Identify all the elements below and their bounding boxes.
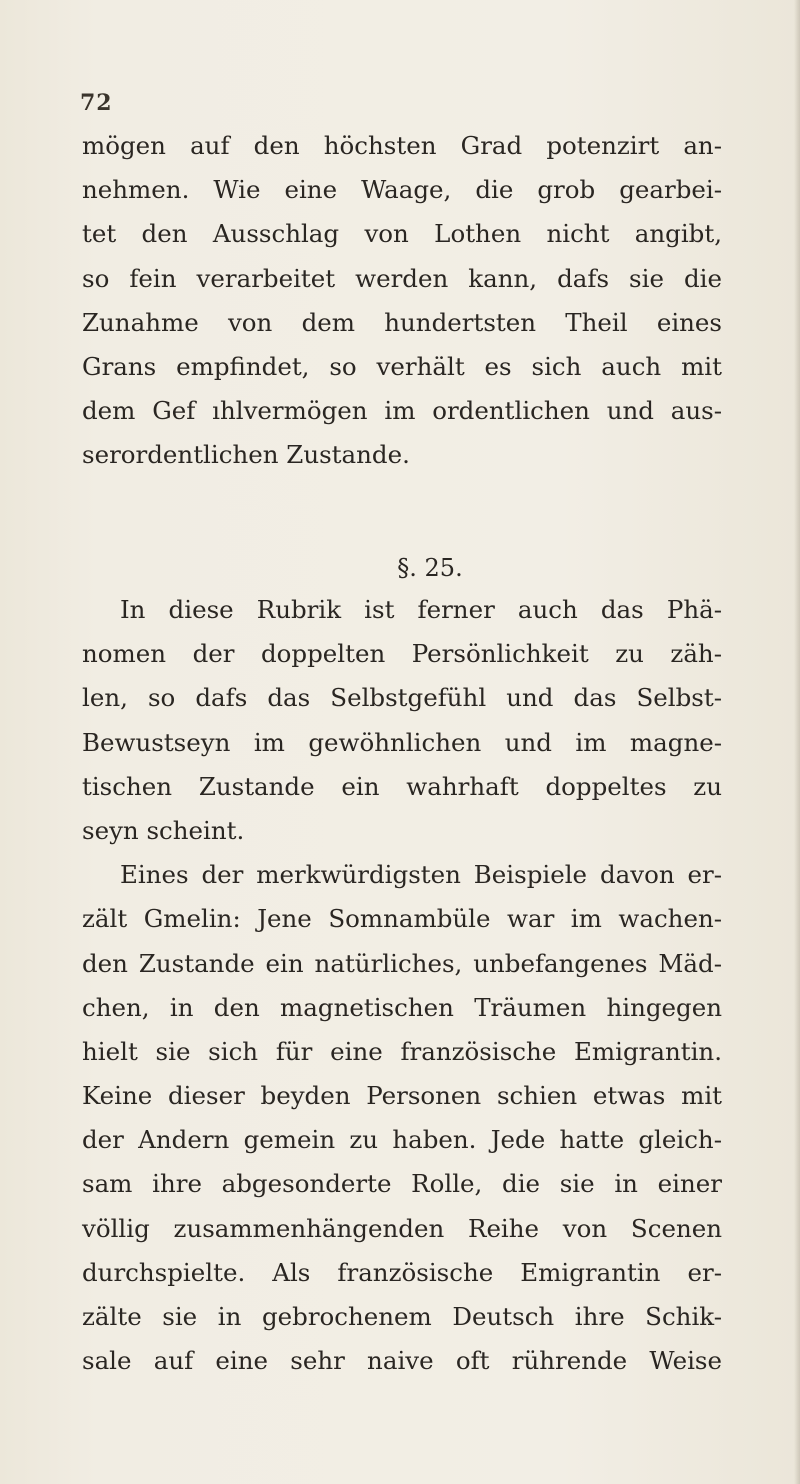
text-line: seyn scheint.	[82, 815, 245, 845]
text-line: Keine dieser beyden Personen schien etwas mit	[82, 1081, 722, 1111]
text-line: Bewustseyn im gewöhnlichen und im magne-	[82, 727, 722, 757]
page-edge-shadow	[794, 0, 800, 1484]
text-line: Zunahme von dem hundertsten Theil eines	[82, 307, 722, 337]
text-line: In diese Rubrik ist ferner auch das Phä-	[120, 595, 722, 624]
text-line: sale auf eine sehr naive oft rührende Weise	[82, 1346, 722, 1376]
paragraph-3	[82, 853, 722, 1383]
text-line: völlig zusammenhängenden Reihe von Scenen	[82, 1213, 722, 1243]
text-line: mögen auf den höchsten Grad potenzirt an-	[82, 131, 722, 160]
paragraph-2	[82, 588, 722, 853]
text-line: hielt sie sich für eine französische Emigrantin.	[82, 1036, 722, 1066]
text-line: Grans empfindet, so verhält es sich auch mit	[82, 351, 722, 381]
text-line: nehmen. Wie eine Waage, die grob gearbei-	[82, 175, 722, 205]
text-line: chen, in den magnetischen Träumen hingegen	[82, 992, 722, 1022]
text-line: sam ihre abgesonderte Rolle, die sie in einer	[82, 1169, 722, 1199]
text-line: nomen der doppelten Persönlichkeit zu zäh-	[82, 639, 722, 669]
text-line: durchspielte. Als französische Emigrantin er-	[82, 1257, 722, 1287]
text-line: den Zustande ein natürliches, unbefangenes Mäd-	[82, 948, 722, 978]
text-line: zält Gmelin: Jene Somnambüle war im wachen-	[82, 904, 722, 934]
text-line: len, so dafs das Selbstgefühl und das Selbst-	[82, 683, 722, 713]
text-line: der Andern gemein zu haben. Jede hatte gleich-	[82, 1125, 722, 1155]
text-line: Eines der merkwürdigsten Beispiele davon er-	[120, 860, 722, 890]
text-line: dem Gef ıhlvermögen im ordentlichen und aus-	[82, 396, 722, 426]
text-line: so fein verarbeitet werden kann, dafs sie die	[82, 263, 722, 293]
paragraph-1	[82, 124, 722, 478]
section-heading: §. 25.	[397, 554, 463, 582]
text-line: tet den Ausschlag von Lothen nicht angibt,	[82, 219, 722, 249]
body-text	[82, 588, 722, 1383]
text-line: tischen Zustande ein wahrhaft doppeltes zu	[82, 771, 722, 801]
text-line: serordentlichen Zustande.	[82, 440, 410, 470]
text-line: zälte sie in gebrochenem Deutsch ihre Schik-	[82, 1302, 722, 1331]
page-number: 72	[80, 90, 113, 116]
